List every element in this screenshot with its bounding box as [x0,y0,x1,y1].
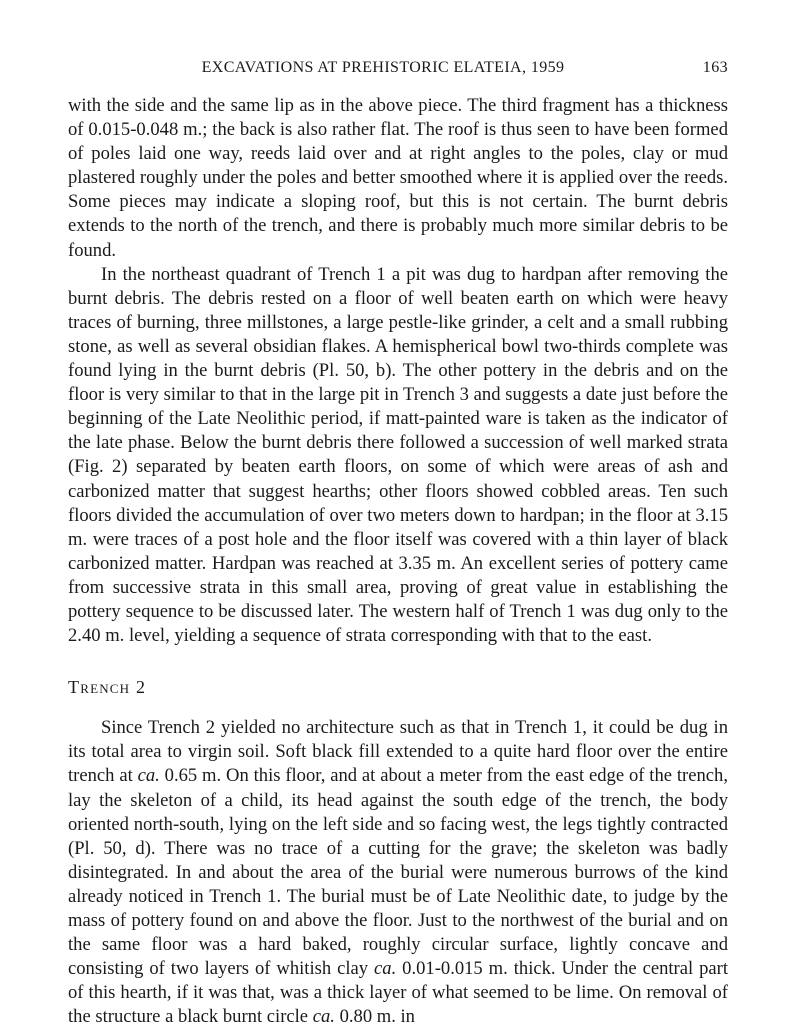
text-run: 0.80 m. in [334,1006,415,1028]
body-text [68,94,728,1029]
text-run: Since Trench 2 yielded no architecture such as that in Trench 1, it could be dug in its total area to virgin soil. Soft black fill extended to a quite hard floor over the entire trench at [68,717,728,787]
running-title: EXCAVATIONS AT PREHISTORIC ELATEIA, 1959 [201,59,565,76]
paragraph-trench-1-pit: In the northeast quadrant of Trench 1 a pit was dug to hardpan after removing the burnt debris. The debris rested on a floor of well beaten earth on which were heavy traces of burning, three millstones, a large pestle-like grinder, a celt and a small rubbing stone, as well as several obsidian flakes. A hemispherical bowl two-thirds complete was found lying in the burnt debris (Pl. 50, b). The other pottery in the debris and on the floor is very similar to that in the large pit in Trench 3 and suggests a date just before the beginning of the Late Neolithic period, if matt-painted ware is taken as the indicator of the late phase. Below the burnt debris there followed a succession of well marked strata (Fig. 2) separated by beaten earth floors, on some of which were areas of ash and carbonized matter that suggest hearths; other floors showed cobbled areas. Ten such floors divided the accumulation of over two meters down to hardpan; in the floor at 3.15 m. were traces of a post hole and the floor itself was covered with a thin layer of black carbonized matter. Hardpan was reached at 3.35 m. An excellent series of pottery came from successive strata in this small area, proving of great value in establishing the pottery sequence to be discussed later. The western half of Trench 1 was dug only to the 2.40 m. level, yielding a sequence of strata corresponding with that to the east. [68,263,728,647]
paragraph-roof-fragments: with the side and the same lip as in the above piece. The third fragment has a thickness of 0.015-0.048 m.; the back is also rather flat. The roof is thus seen to have been formed of poles laid one way, reeds laid over and at right angles to the poles, clay or mud plastered roughly under the poles and better smoothed where it is applied over the reeds. Some pieces may indicate a sloping roof, but this is not certain. The burnt debris extends to the north of the trench, and there is probably much more similar debris to be found. [68,95,728,261]
running-head [68,59,728,79]
italic-ca: ca. [374,958,397,980]
text-run: 0.01-0.015 m. thick. Under the central part of this hearth, if it was that, was a thick layer of what seemed to be lime. On removal of the structure a black burnt circle [68,958,729,1028]
text-run: 0.65 m. On this floor, and at about a meter from the east edge of the trench, lay the skeleton of a child, its head against the south edge of the trench, the body oriented north-south, lying on the left side and so facing west, the legs tightly contracted (Pl. 50, d). There was no trace of a cutting for the grave; the skeleton was badly disintegrated. In and about the area of the burial were numerous burrows of the kind already noticed in Trench 1. The burial must be of Late Neolithic date, to judge by the mass of pottery found on and above the floor. Just to the northwest of the burial and on the same floor was a hard baked, roughly circular surface, lightly concave and consisting of two layers of whitish clay [68,765,728,980]
italic-ca: ca. [312,1006,335,1028]
page [68,0,729,1028]
italic-ca: ca. [137,765,160,787]
section-heading-trench-2: Trench 2 [68,677,147,698]
page-number: 163 [702,59,728,76]
paragraph-trench-2 [68,716,728,1029]
